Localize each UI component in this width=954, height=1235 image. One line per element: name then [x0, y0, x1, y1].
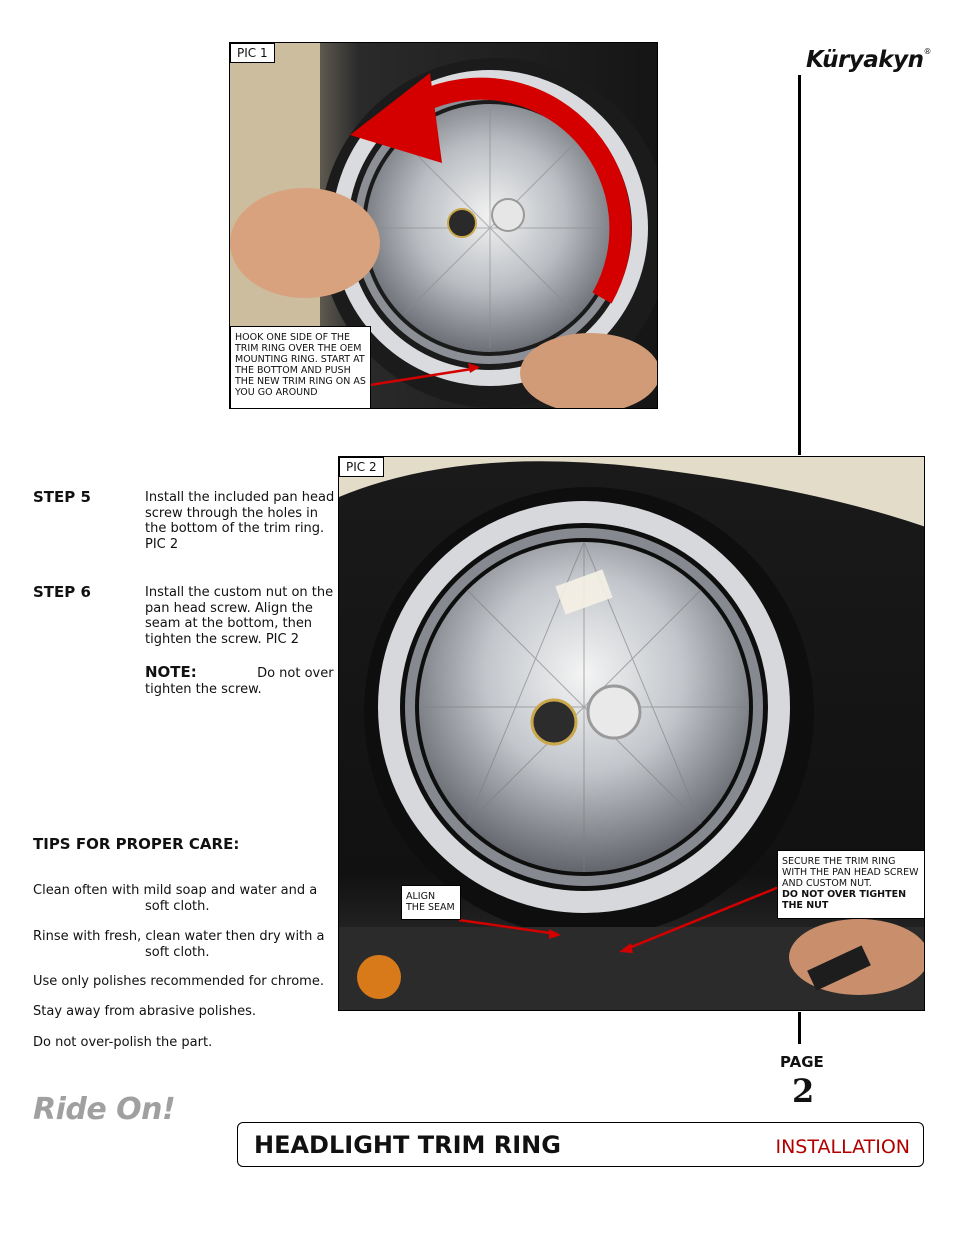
step6-label: STEP 6 — [33, 583, 91, 601]
note-text: Do not over tighten the screw. — [145, 666, 334, 697]
product-title: HEADLIGHT TRIM RING — [254, 1131, 561, 1159]
note-label: NOTE: — [145, 663, 197, 681]
step5-text: Install the included pan head screw through the holes in the bottom of the trim ring. PIC 2 — [145, 490, 335, 552]
pic2-callout-seam: ALIGN THE SEAM — [401, 885, 461, 920]
logo-registered-mark: ® — [923, 47, 931, 56]
vertical-rule-bottom — [798, 1012, 801, 1044]
step5-label: STEP 5 — [33, 488, 91, 506]
vertical-rule-top — [798, 75, 801, 455]
slogan: Ride On! — [33, 1092, 176, 1127]
pic1-label: PIC 1 — [230, 43, 275, 63]
tip-item: Rinse with fresh, clean water then dry with a soft cloth. — [33, 929, 325, 960]
tips-title: TIPS FOR PROPER CARE: — [33, 835, 240, 853]
pic1-callout: HOOK ONE SIDE OF THE TRIM RING OVER THE OEM MOUNTING RING. START AT THE BOTTOM AND PUSH THE NEW TRIM RING ON AS YOU GO AROUND — [230, 326, 371, 409]
pic2-label: PIC 2 — [339, 457, 384, 477]
note-block — [145, 665, 335, 697]
pic2-illustration — [339, 457, 925, 1011]
title-bar — [237, 1122, 924, 1167]
page-label: PAGE — [780, 1053, 824, 1071]
tip-item: Stay away from abrasive polishes. — [33, 1004, 256, 1019]
logo-text: Küryakyn — [806, 47, 924, 73]
tip-item: Clean often with mild soap and water and a soft cloth. — [33, 883, 318, 914]
pic2-callout-secure-text: SECURE THE TRIM RING WITH THE PAN HEAD SCREW AND CUSTOM NUT. — [782, 856, 919, 889]
tip-item: Do not over-polish the part. — [33, 1035, 213, 1050]
pic2-photo — [338, 456, 925, 1011]
pic1-photo — [229, 42, 658, 409]
kuryakyn-logo — [806, 47, 931, 73]
step6-text: Install the custom nut on the pan head screw. Align the seam at the bottom, then tighten the screw. PIC 2 — [145, 585, 334, 647]
document-type: INSTALLATION — [775, 1136, 910, 1158]
page-number: 2 — [792, 1072, 815, 1110]
pic2-callout-warning: DO NOT OVER TIGHTEN THE NUT — [782, 889, 907, 911]
pic2-callout-secure — [777, 850, 925, 919]
tip-item: Use only polishes recommended for chrome. — [33, 974, 324, 989]
